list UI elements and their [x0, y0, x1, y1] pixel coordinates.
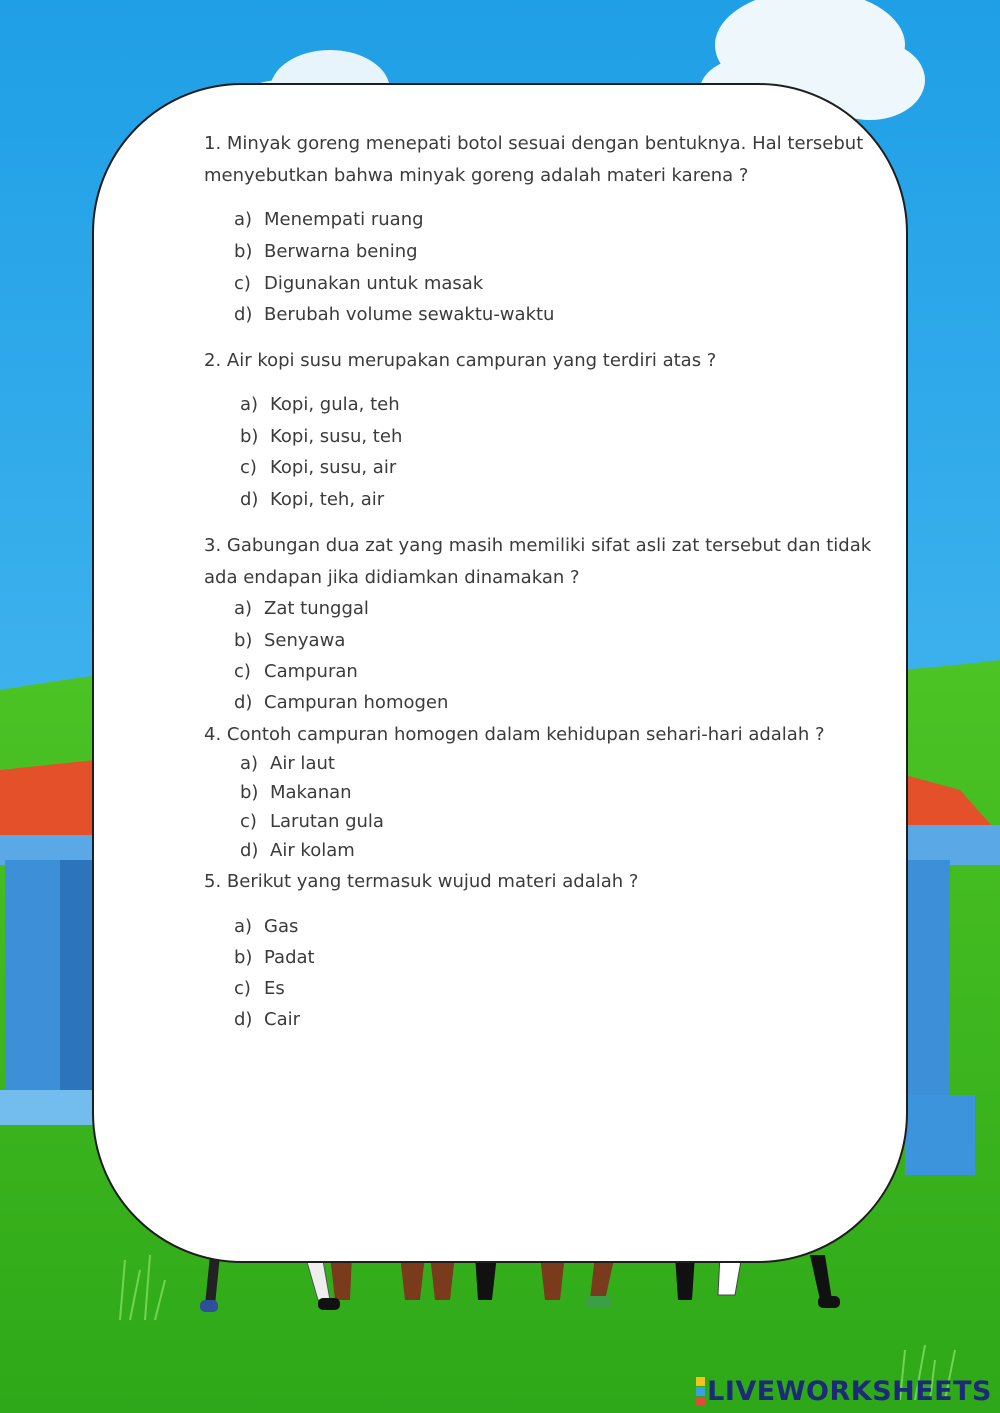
question-3-line-2: ada endapan jika didiamkan dinamakan ? [204, 567, 580, 588]
question-4-line-1: 4. Contoh campuran homogen dalam kehidupan sehari-hari adalah ? [204, 724, 825, 745]
option-letter: b) [240, 782, 259, 803]
option-text: Kopi, susu, teh [270, 426, 403, 447]
question-4 [204, 719, 825, 751]
option-text: Padat [264, 947, 315, 968]
option-text: Makanan [270, 782, 352, 803]
question-2-line-1: 2. Air kopi susu merupakan campuran yang terdiri atas ? [204, 350, 717, 371]
question-5-line-1: 5. Berikut yang termasuk wujud materi adalah ? [204, 871, 639, 892]
option-text: Air kolam [270, 840, 355, 861]
option-text: Berubah volume sewaktu-waktu [264, 304, 555, 325]
question-5 [204, 866, 638, 898]
option-letter: c) [240, 457, 257, 478]
option-1c[interactable] [234, 273, 483, 294]
option-letter: d) [240, 489, 259, 510]
option-text: Gas [264, 916, 299, 937]
option-letter: d) [234, 304, 253, 325]
option-text: Cair [264, 1009, 300, 1030]
question-1 [204, 128, 863, 192]
option-5a[interactable] [234, 916, 298, 937]
option-letter: c) [234, 978, 251, 999]
question-3-line-1: 3. Gabungan dua zat yang masih memiliki sifat asli zat tersebut dan tidak [204, 535, 872, 556]
option-4b[interactable] [240, 782, 352, 803]
option-letter: c) [234, 273, 251, 294]
liveworksheets-text: LIVEWORKSHEETS [707, 1376, 992, 1407]
option-3a[interactable] [234, 598, 369, 619]
option-1a[interactable] [234, 209, 424, 230]
option-5b[interactable] [234, 947, 315, 968]
option-letter: d) [240, 840, 259, 861]
option-letter: a) [240, 394, 259, 415]
question-1-line-1: 1. Minyak goreng menepati botol sesuai dengan bentuknya. Hal tersebut [204, 133, 864, 154]
question-1-line-2: menyebutkan bahwa minyak goreng adalah materi karena ? [204, 165, 749, 186]
option-3c[interactable] [234, 661, 358, 682]
option-5c[interactable] [234, 978, 285, 999]
mark-square-blue [696, 1387, 705, 1396]
option-text: Zat tunggal [264, 598, 369, 619]
option-letter: a) [234, 598, 253, 619]
option-2d[interactable] [240, 489, 384, 510]
option-4c[interactable] [240, 811, 384, 832]
option-text: Air laut [270, 753, 335, 774]
option-letter: c) [240, 811, 257, 832]
option-text: Kopi, susu, air [270, 457, 397, 478]
mark-square-yellow [696, 1377, 705, 1386]
option-1b[interactable] [234, 241, 418, 262]
option-2c[interactable] [240, 457, 396, 478]
option-text: Campuran [264, 661, 358, 682]
option-4d[interactable] [240, 840, 355, 861]
option-letter: b) [234, 630, 253, 651]
option-1d[interactable] [234, 304, 554, 325]
option-2b[interactable] [240, 426, 402, 447]
option-3d[interactable] [234, 692, 448, 713]
option-2a[interactable] [240, 394, 400, 415]
option-letter: a) [234, 916, 253, 937]
option-letter: d) [234, 1009, 253, 1030]
question-2 [204, 345, 716, 377]
liveworksheets-mark-icon [696, 1377, 705, 1406]
option-letter: d) [234, 692, 253, 713]
option-3b[interactable] [234, 630, 345, 651]
option-text: Campuran homogen [264, 692, 449, 713]
option-text: Kopi, gula, teh [270, 394, 400, 415]
option-text: Menempati ruang [264, 209, 424, 230]
option-5d[interactable] [234, 1009, 300, 1030]
option-text: Berwarna bening [264, 241, 418, 262]
house-left [0, 760, 95, 1125]
option-text: Es [264, 978, 285, 999]
option-letter: a) [234, 209, 253, 230]
liveworksheets-logo [696, 1376, 992, 1407]
option-letter: b) [234, 947, 253, 968]
option-letter: b) [240, 426, 259, 447]
option-4a[interactable] [240, 753, 335, 774]
option-text: Larutan gula [270, 811, 384, 832]
question-3 [204, 530, 871, 594]
option-text: Kopi, teh, air [270, 489, 385, 510]
option-letter: b) [234, 241, 253, 262]
worksheet-card [92, 83, 908, 1263]
option-letter: c) [234, 661, 251, 682]
option-text: Digunakan untuk masak [264, 273, 484, 294]
mark-square-red [696, 1397, 705, 1406]
option-text: Senyawa [264, 630, 346, 651]
option-letter: a) [240, 753, 259, 774]
